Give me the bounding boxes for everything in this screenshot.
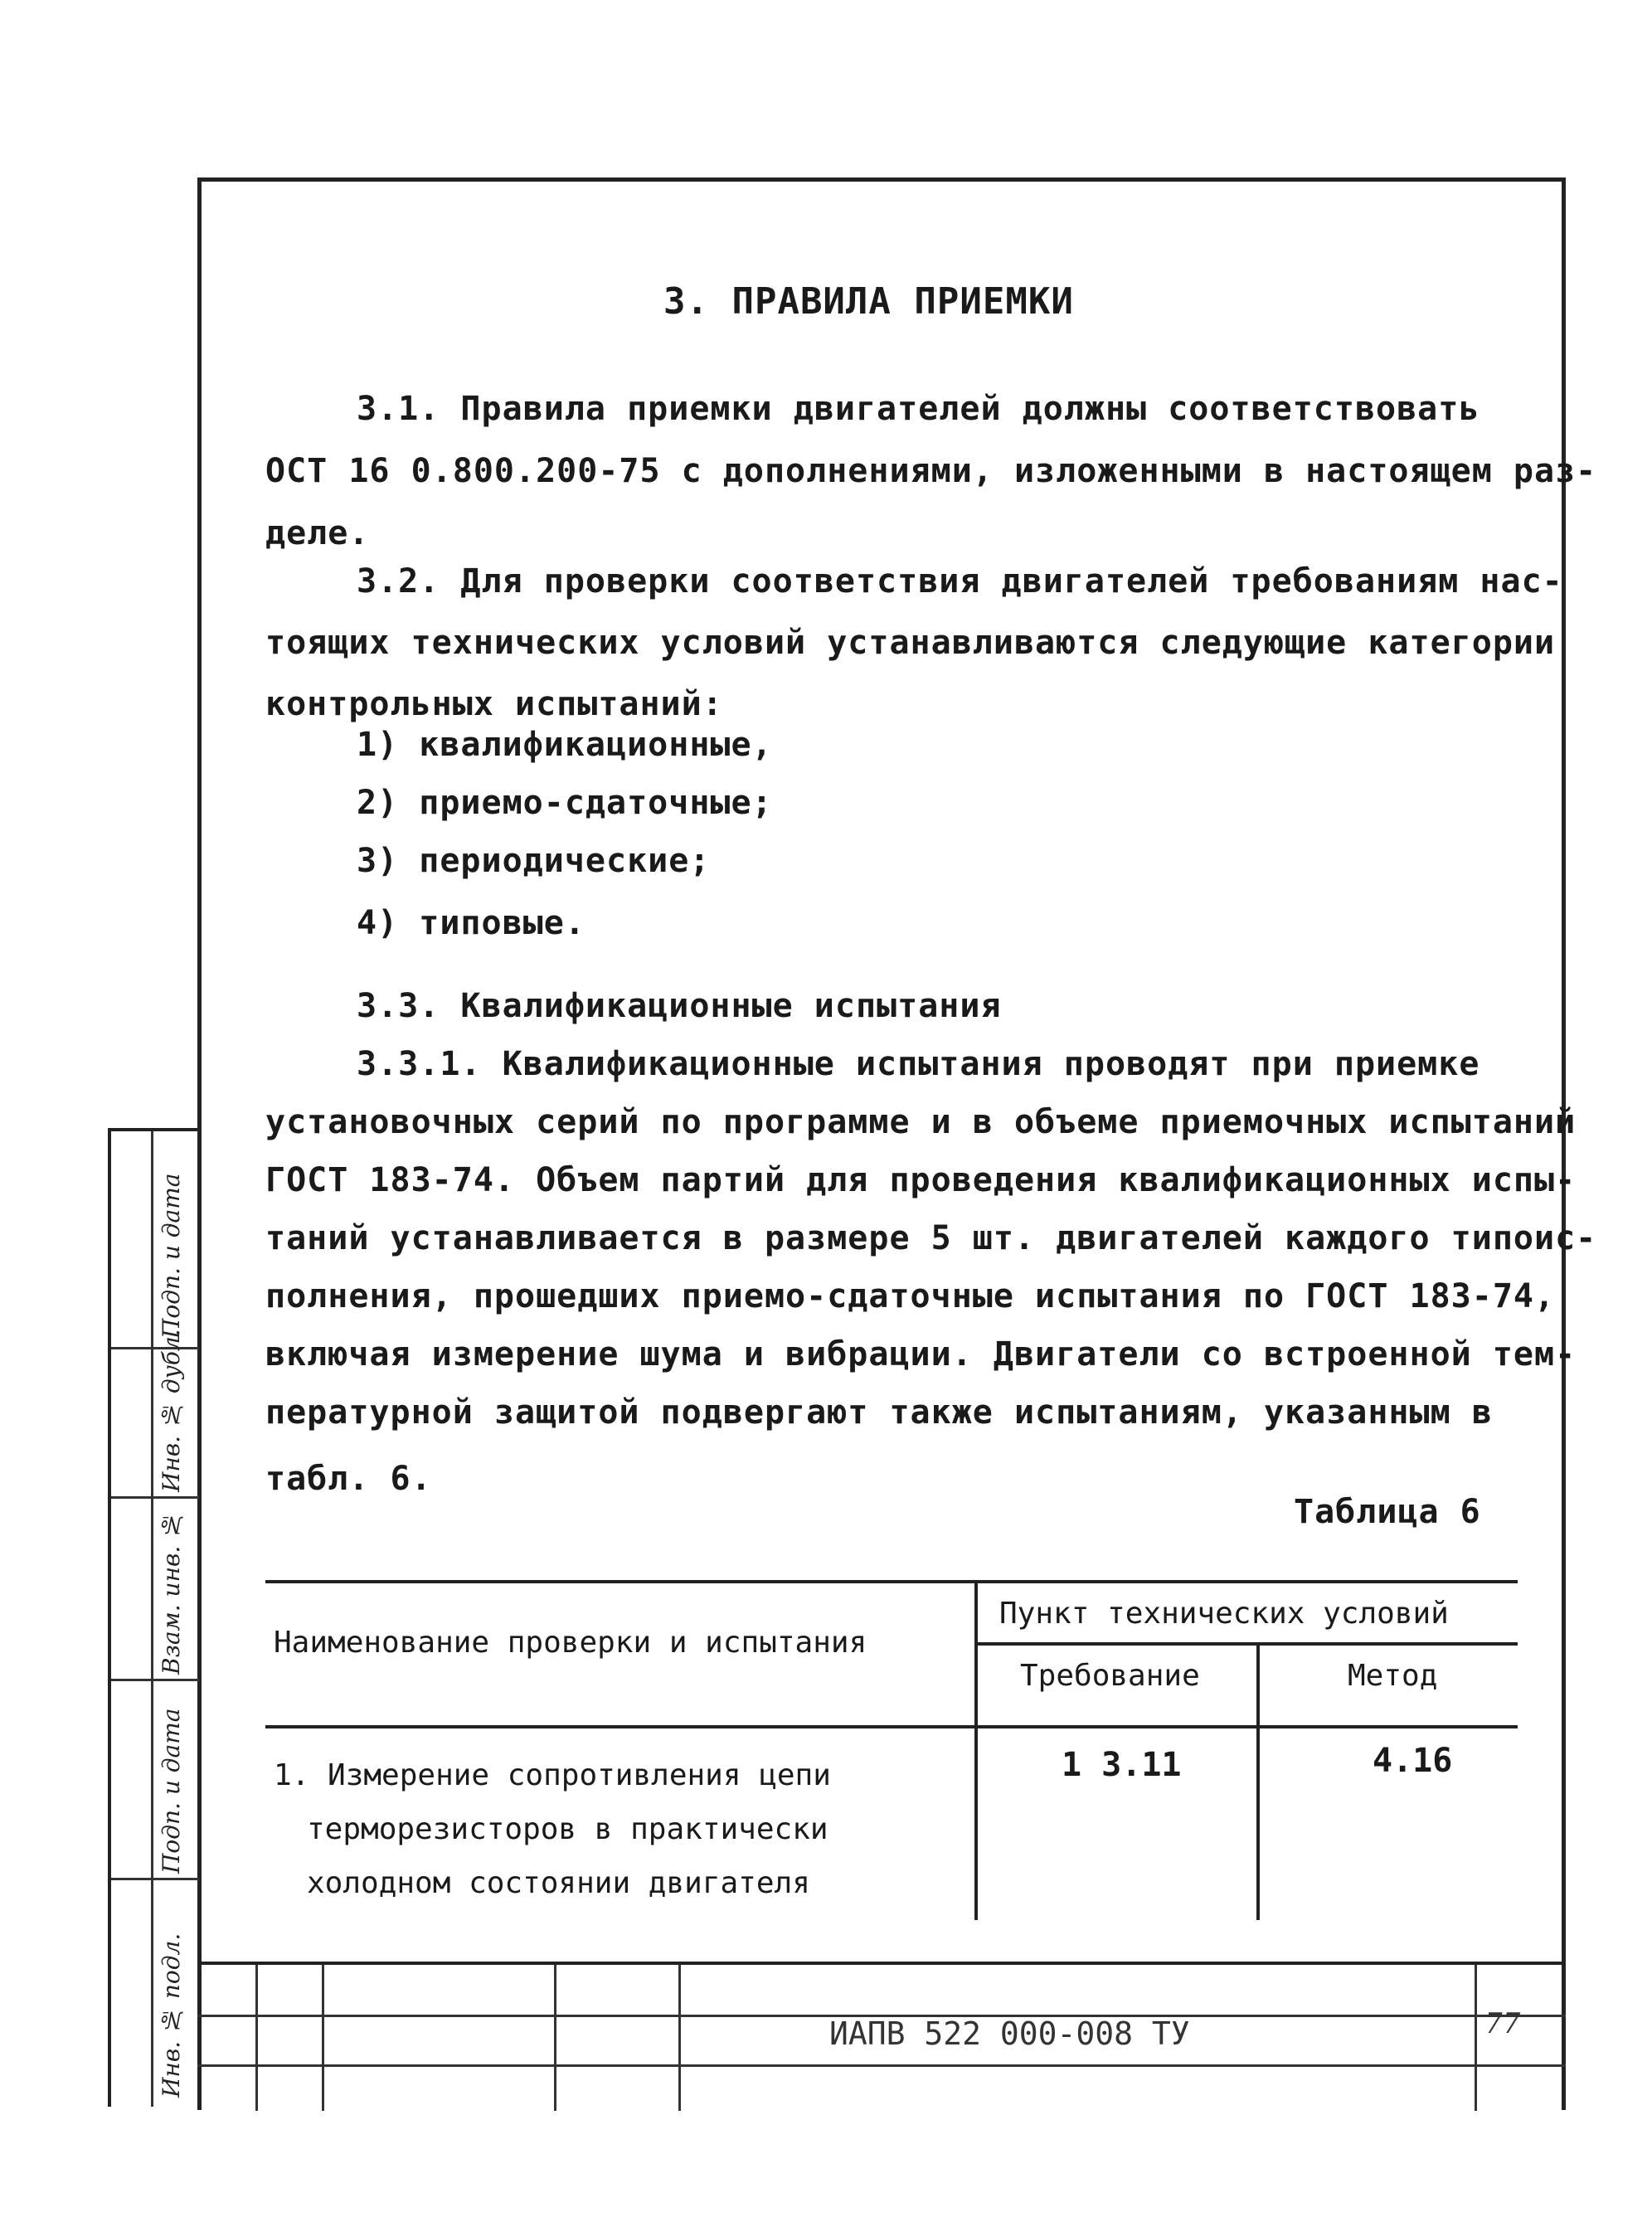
side-strip-divider (111, 1679, 199, 1681)
paragraph-3-1-line: 3.1. Правила приемки двигателей должны соответствовать (357, 390, 1480, 428)
title-block-col-line (678, 1965, 681, 2111)
side-stamp-strip (108, 1128, 199, 2107)
document-code: ИАПВ 522 000-008 ТУ (829, 2015, 1190, 2052)
table-cell-name: терморезисторов в практически (307, 1812, 828, 1846)
subsection-title-3-3: 3.3. Квалификационные испытания (357, 987, 1002, 1025)
side-label-replace-inv: Взам. инв. № (158, 1510, 185, 1675)
paragraph-3-2-line: 3.2. Для проверки соответствия двигателей требованиям нас- (357, 562, 1563, 600)
title-block-row-line (197, 2064, 1566, 2067)
side-strip-divider (111, 1878, 199, 1880)
table-group-rule (974, 1642, 1518, 1646)
table-caption: Таблица 6 (1294, 1493, 1481, 1531)
paragraph-3-1-line: ОСТ 16 0.800.200-75 с дополнениями, изложенными в настоящем раз- (265, 452, 1597, 490)
title-block-col-line (554, 1965, 556, 2111)
title-block-col-line (322, 1965, 324, 2111)
table-header-group: Пункт технических условий (999, 1597, 1449, 1631)
table-vline (1256, 1642, 1260, 1920)
paragraph-3-2-line: контрольных испытаний: (265, 685, 723, 723)
side-strip-divider (111, 1347, 199, 1349)
side-label-sign-date: Подп. и дата (158, 1173, 185, 1339)
table-vline (974, 1580, 978, 1920)
side-strip-column-line (151, 1131, 153, 2107)
paragraph-3-3-1-line: 3.3.1. Квалификационные испытания проводят при приемке (357, 1045, 1480, 1083)
table-header-rule (265, 1725, 1518, 1728)
table-header-method: Метод (1348, 1659, 1438, 1693)
paragraph-3-3-1-line: установочных серий по программе и в объеме приемочных испытаний (265, 1103, 1577, 1141)
side-label-sign-date-2: Подп. и дата (158, 1708, 185, 1874)
paragraph-3-2-line: тоящих технических условий устанавливаются следующие категории (265, 624, 1556, 662)
list-item: 1) квалификационные, (357, 726, 773, 764)
page-number: 77 (1484, 2007, 1521, 2040)
table-header-requirement: Требование (1020, 1659, 1200, 1693)
side-label-dup-inv: Инв. № дубл. (158, 1329, 185, 1492)
table-cell-requirement: 1 3.11 (1062, 1746, 1182, 1784)
side-label-orig-inv: Инв. № подл. (158, 1933, 185, 2098)
list-item: 3) периодические; (357, 842, 711, 880)
title-block-col-line (255, 1965, 258, 2111)
table-top-rule (265, 1580, 1518, 1583)
table-header-name: Наименование проверки и испытания (274, 1626, 867, 1660)
paragraph-3-3-1-line: включая измерение шума и вибрации. Двигатели со встроенной тем- (265, 1335, 1577, 1373)
list-item: 4) типовые. (357, 904, 585, 942)
table-cell-name: холодном состоянии двигателя (307, 1866, 810, 1900)
table-cell-method: 4.16 (1373, 1742, 1453, 1780)
paragraph-3-3-1-line: табл. 6. (265, 1460, 432, 1498)
side-strip-divider (111, 1496, 199, 1499)
list-item: 2) приемо-сдаточные; (357, 784, 773, 822)
paragraph-3-3-1-line: ГОСТ 183-74. Объем партий для проведения квалификационных испы- (265, 1161, 1577, 1199)
title-block-col-line (1475, 1965, 1477, 2111)
paragraph-3-3-1-line: полнения, прошедших приемо-сдаточные испытания по ГОСТ 183-74, (265, 1277, 1556, 1315)
section-title: 3. ПРАВИЛА ПРИЕМКИ (663, 280, 1074, 323)
table-cell-name: 1. Измерение сопротивления цепи (274, 1758, 831, 1792)
paragraph-3-1-line: деле. (265, 514, 370, 552)
paragraph-3-3-1-line: таний устанавливается в размере 5 шт. двигателей каждого типоис- (265, 1219, 1597, 1257)
paragraph-3-3-1-line: пературной защитой подвергают также испытаниям, указанным в (265, 1393, 1493, 1432)
